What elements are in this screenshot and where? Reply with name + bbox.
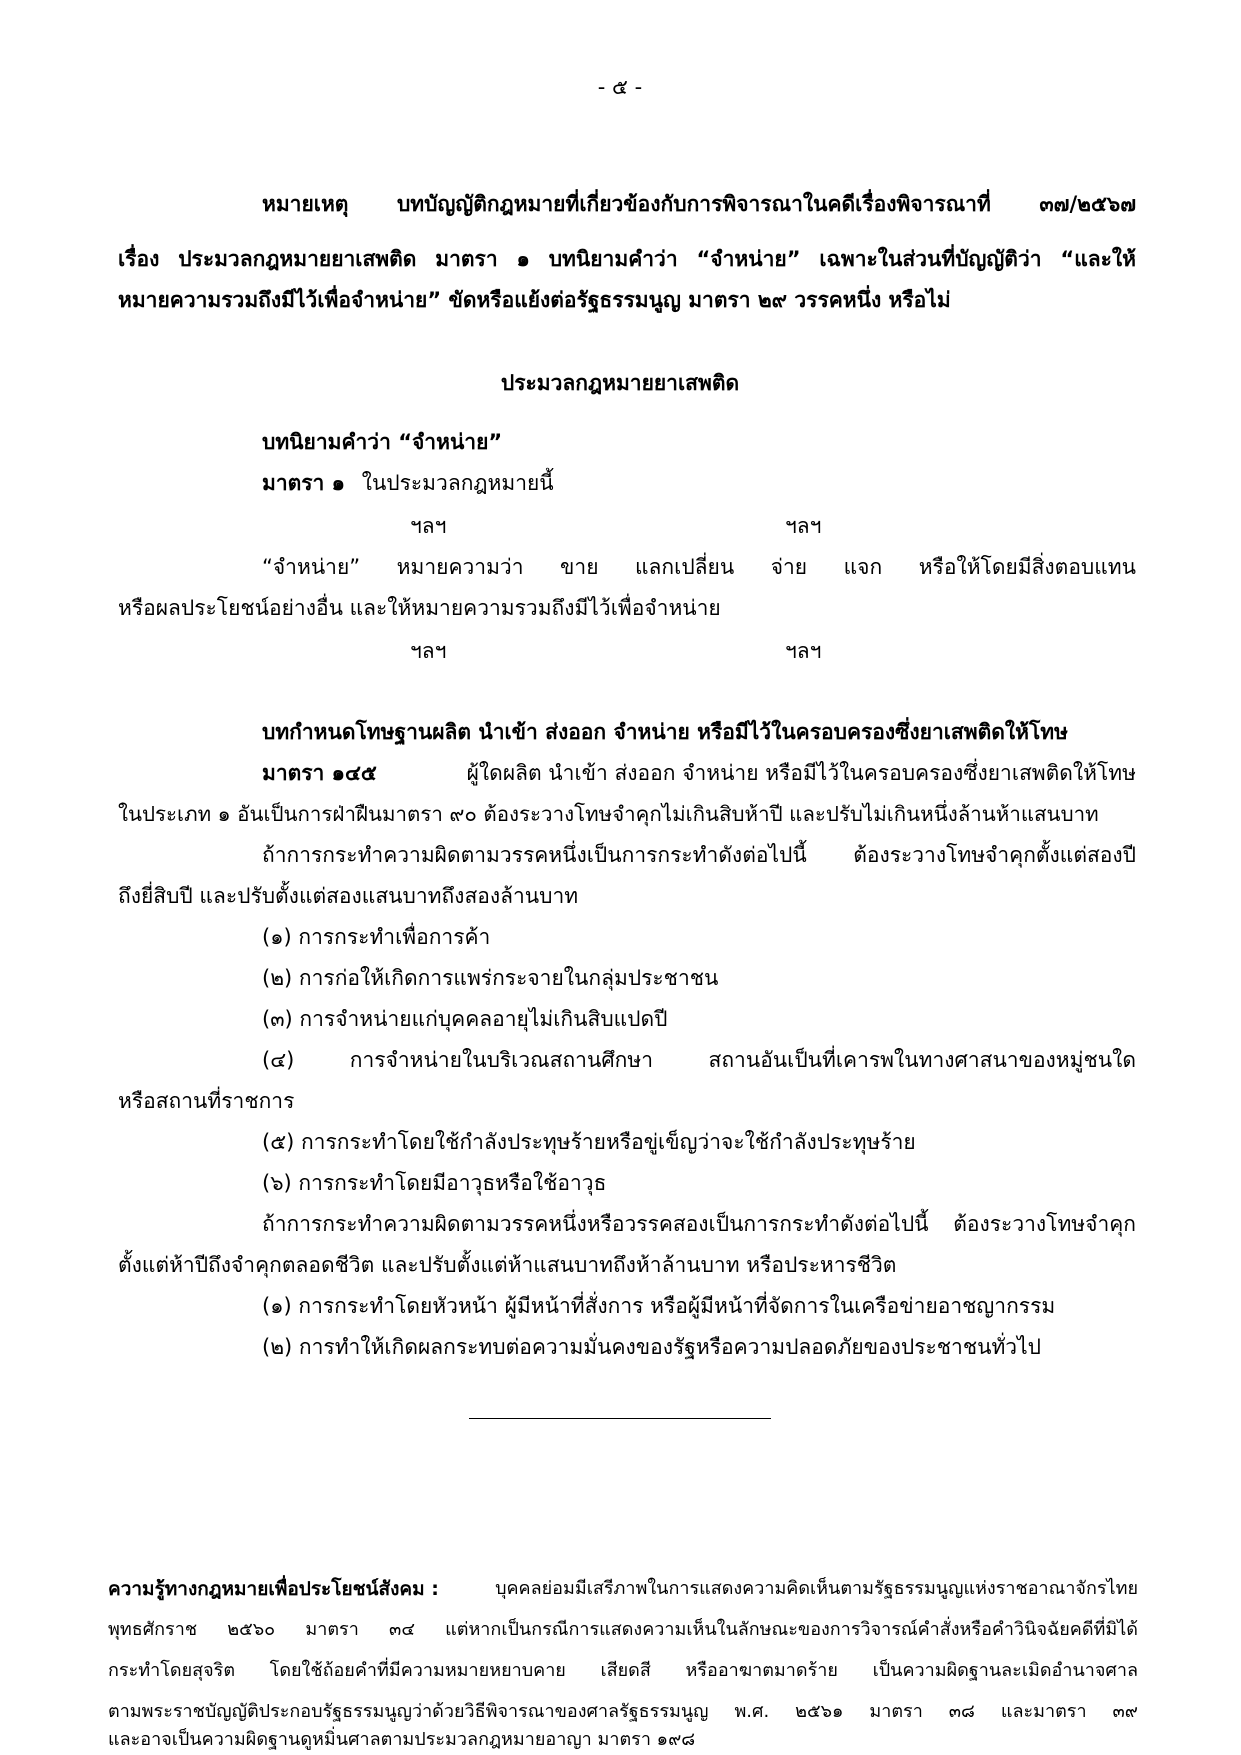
penalty-item-4-cont: หรือสถานที่ราชการ [118,1089,295,1113]
penalty-item-2: (๒) การก่อให้เกิดการแพร่กระจายในกลุ่มประชาชน [262,966,719,990]
page-number: - ๕ - [597,75,643,99]
etc-left: ฯลฯ [410,514,447,538]
penalty-item2-2: (๒) การทำให้เกิดผลกระทบต่อความมั่นคงของรัฐหรือความปลอดภัยของประชาชนทั่วไป [262,1335,1041,1359]
penalty-item-1: (๑) การกระทำเพื่อการค้า [262,925,491,949]
penalty-section-line-1 [262,759,1136,787]
footer-label: ความรู้ทางกฎหมายเพื่อประโยชน์สังคม : [108,1578,439,1600]
definition-section [262,469,554,497]
penalty-p3-line-2: ตั้งแต่ห้าปีถึงจำคุกตลอดชีวิต และปรับตั้งแต่ห้าแสนบาทถึงห้าล้านบาท หรือประหารชีวิต [118,1253,897,1277]
penalty-item-5: (๕) การกระทำโดยใช้กำลังประทุษร้ายหรือขู่เข็ญว่าจะใช้กำลังประทุษร้าย [262,1130,916,1154]
footer-line-5: และอาจเป็นความผิดฐานดูหมิ่นศาลตามประมวลกฎหมายอาญา มาตรา ๑๙๘ [108,1729,696,1750]
definition-section-label: มาตรา ๑ [262,471,345,495]
penalty-item-6: (๖) การกระทำโดยมีอาวุธหรือใช้อาวุธ [262,1171,607,1195]
penalty-p2-line-2: ถึงยี่สิบปี และปรับตั้งแต่สองแสนบาทถึงสองล้านบาท [118,884,579,908]
penalty-p2-line-1: ถ้าการกระทำความผิดตามวรรคหนึ่งเป็นการกระทำดังต่อไปนี้ ต้องระวางโทษจำคุกตั้งแต่สองปี [262,843,1136,867]
footer-line-4: ตามพระราชบัญญัติประกอบรัฐธรรมนูญว่าด้วยวิธีพิจารณาของศาลรัฐธรรมนูญ พ.ศ. ๒๕๖๑ มาตรา ๓๘ และมาตรา ๓๙ [108,1701,1138,1722]
etc-right: ฯลฯ [785,514,822,538]
definition-para-line-2: หรือผลประโยชน์อย่างอื่น และให้หมายความรวมถึงมีไว้เพื่อจำหน่าย [118,596,721,620]
footer-line-2: พุทธศักราช ๒๕๖๐ มาตรา ๓๔ แต่หากเป็นกรณีการแสดงความเห็นในลักษณะของการวิจารณ์คำสั่งหรือคำวินิจฉัยคดีที่มิได้ [108,1619,1138,1640]
footer-line-3: กระทำโดยสุจริต โดยใช้ถ้อยคำที่มีความหมายหยาบคาย เสียดสี หรืออาฆาตมาดร้าย เป็นความผิดฐานละเมิดอำนาจศาล [108,1660,1138,1681]
footer-text-1: บุคคลย่อมมีเสรีภาพในการแสดงความคิดเห็นตามรัฐธรรมนูญแห่งราชอาณาจักรไทย [495,1578,1138,1599]
footer-line-1 [108,1577,1138,1601]
penalty-item2-1: (๑) การกระทำโดยหัวหน้า ผู้มีหน้าที่สั่งการ หรือผู้มีหน้าที่จัดการในเครือข่ายอาชญากรรม [262,1294,1056,1318]
code-title: ประมวลกฎหมายยาเสพติด [500,371,740,395]
penalty-section-line-2: ในประเภท ๑ อันเป็นการฝ่าฝืนมาตรา ๙๐ ต้องระวางโทษจำคุกไม่เกินสิบห้าปี และปรับไม่เกินหนึ่งล้านห้าแสนบาท [118,802,1099,826]
penalty-section-text: ผู้ใดผลิต นำเข้า ส่งออก จำหน่าย หรือมีไว้ในครอบครองซึ่งยาเสพติดให้โทษ [466,761,1136,785]
penalty-p3-line-1: ถ้าการกระทำความผิดตามวรรคหนึ่งหรือวรรคสองเป็นการกระทำดังต่อไปนี้ ต้องระวางโทษจำคุก [262,1212,1136,1236]
note-line-3: หมายความรวมถึงมีไว้เพื่อจำหน่าย” ขัดหรือแย้งต่อรัฐธรรมนูญ มาตรา ๒๙ วรรคหนึ่ง หรือไม่ [118,288,951,312]
penalty-item-4: (๔) การจำหน่ายในบริเวณสถานศึกษา สถานอันเป็นที่เคารพในทางศาสนาของหมู่ชนใด [262,1048,1136,1072]
penalty-section-label: มาตรา ๑๔๕ [262,761,377,785]
note-line-1: หมายเหตุ บทบัญญัติกฎหมายที่เกี่ยวข้องกับการพิจารณาในคดีเรื่องพิจารณาที่ ๓๗/๒๕๖๗ [262,192,1136,216]
definition-section-text: ในประมวลกฎหมายนี้ [361,471,554,495]
penalty-heading: บทกำหนดโทษฐานผลิต นำเข้า ส่งออก จำหน่าย หรือมีไว้ในครอบครองซึ่งยาเสพติดให้โทษ [262,720,1068,744]
definition-para-line-1: “จำหน่าย” หมายความว่า ขาย แลกเปลี่ยน จ่าย แจก หรือให้โดยมีสิ่งตอบแทน [262,555,1136,579]
note-line-2: เรื่อง ประมวลกฎหมายยาเสพติด มาตรา ๑ บทนิยามคำว่า “จำหน่าย” เฉพาะในส่วนที่บัญญัติว่า “และให้ [118,247,1136,271]
penalty-item-3: (๓) การจำหน่ายแก่บุคคลอายุไม่เกินสิบแปดปี [262,1007,668,1031]
separator-rule [469,1418,771,1419]
etc2-left: ฯลฯ [410,639,447,663]
etc2-right: ฯลฯ [785,639,822,663]
definition-heading: บทนิยามคำว่า “จำหน่าย” [262,430,503,454]
